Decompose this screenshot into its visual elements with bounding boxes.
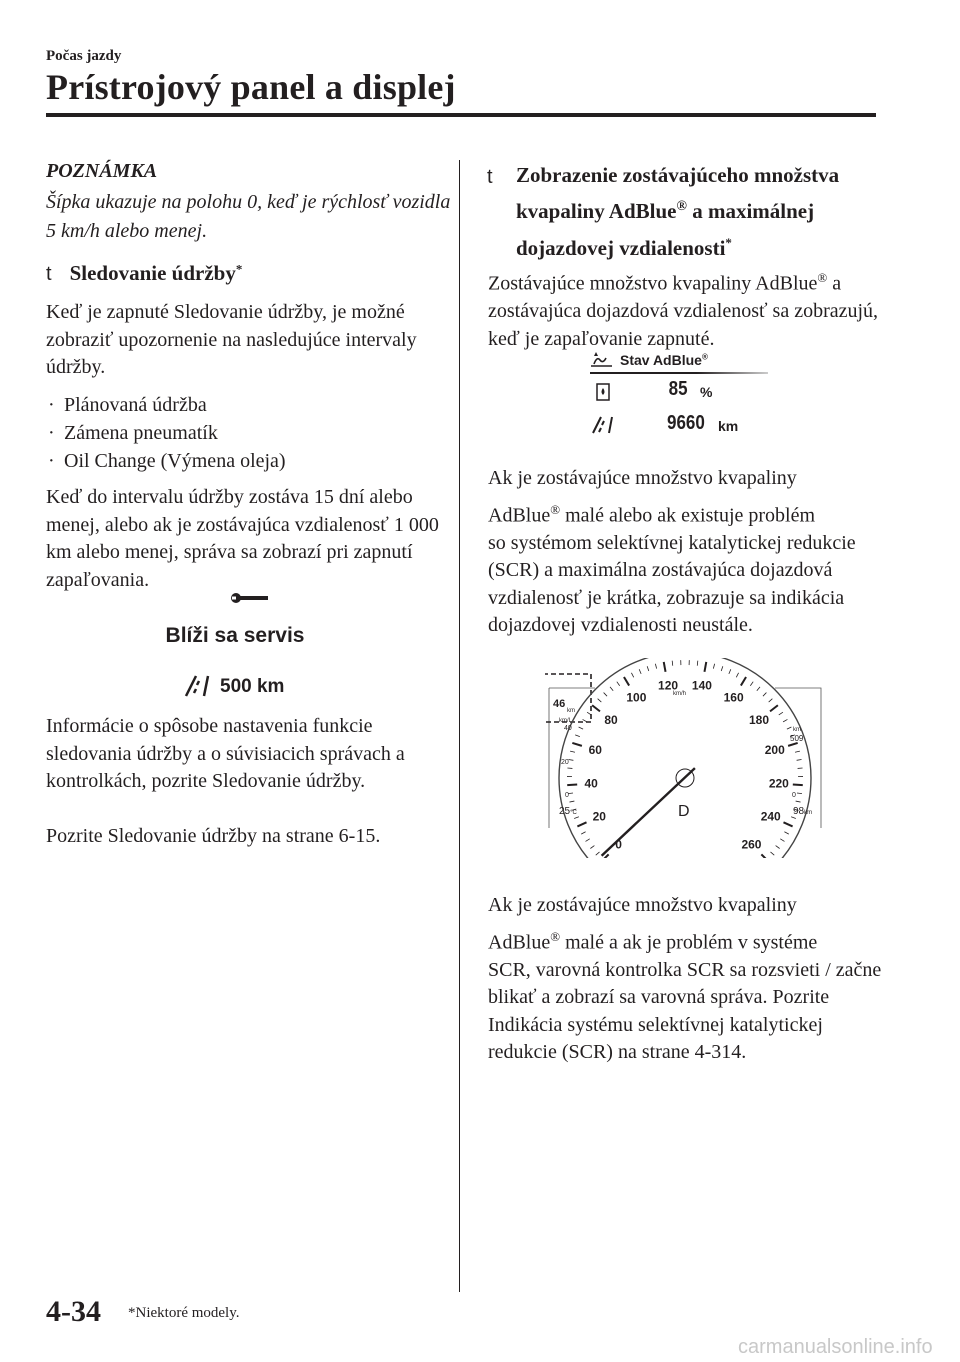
speed-tick-label: 80 xyxy=(604,713,618,728)
trip-value: 46 xyxy=(553,698,566,710)
list-item: · Zámena pneumatík xyxy=(48,422,218,444)
wrench-icon xyxy=(230,590,270,606)
minor-tick xyxy=(598,699,602,702)
minor-tick xyxy=(617,682,620,686)
speed-tick-label: 220 xyxy=(768,776,789,791)
minor-tick xyxy=(770,852,774,855)
adblue-heading: Zobrazenie zostávajúceho množstva kvapaliny AdBlue® a maximálnej dojazdovej vzdialenosti* xyxy=(516,163,840,260)
minor-tick xyxy=(787,727,792,729)
economy-scale-label: 20 xyxy=(561,759,569,766)
minor-tick xyxy=(631,673,633,677)
major-tick xyxy=(783,822,792,826)
minor-tick xyxy=(776,846,780,849)
minor-tick xyxy=(639,669,641,674)
major-tick xyxy=(761,854,768,858)
range-unit: km xyxy=(793,727,801,733)
heading-star: * xyxy=(235,261,243,277)
adblue-icon xyxy=(590,350,614,368)
adblue-warning-text: Ak je zostávajúce množstvo kvapaliny AdBlue® malé alebo ak existuje problém so systémom selektívnej katalytickej redukcie (SCR) a maximálna zostávajúca dojazdová vzdialenosť je krátka, zobrazuje sa indikácia dojazdovej vzdialenosti neustále. xyxy=(488,467,856,637)
major-tick xyxy=(770,705,778,711)
list-item: · Oil Change (Výmena oleja) xyxy=(48,450,286,472)
service-message: Blíži sa servis xyxy=(165,624,305,647)
service-distance: 500 km xyxy=(220,676,285,697)
speed-tick-label: 240 xyxy=(760,809,781,824)
minor-tick xyxy=(587,712,591,715)
economy-scale-label: 0 xyxy=(565,792,569,799)
heading-marker: t xyxy=(46,263,52,285)
minor-tick xyxy=(568,760,573,761)
minor-tick xyxy=(596,852,600,855)
range-value: 509 xyxy=(790,734,804,743)
minor-tick xyxy=(780,839,784,842)
adblue-percent-unit: % xyxy=(700,384,713,400)
note-heading: POZNÁMKA xyxy=(46,160,158,182)
column-divider xyxy=(459,160,460,1292)
minor-tick xyxy=(779,712,783,715)
minor-tick xyxy=(575,735,580,737)
speed-tick-label: 100 xyxy=(626,690,647,705)
speed-tick-label: 200 xyxy=(764,743,785,758)
maintenance-reference: Pozrite Sledovanie údržby na strane 6-15. xyxy=(46,825,381,847)
speedometer-gauge xyxy=(545,658,825,858)
adblue-range-unit: km xyxy=(718,418,739,434)
major-tick xyxy=(567,785,577,786)
adblue-intro: Zostávajúce množstvo kvapaliny AdBlue® a zostávajúca dojazdová vzdialenosť sa zobrazujú, keď je zapaľovanie zapnuté. xyxy=(488,270,879,350)
odometer: 98km xyxy=(793,806,813,817)
minor-tick xyxy=(721,666,723,671)
speed-tick-label: 60 xyxy=(588,743,602,758)
major-tick xyxy=(624,677,629,686)
gear-indicator: D xyxy=(678,803,690,820)
maintenance-heading xyxy=(46,258,456,289)
speed-tick-label: 20 xyxy=(592,809,606,824)
minor-tick xyxy=(729,669,731,674)
watermark: carmanualsonline.info xyxy=(738,1336,933,1358)
minor-tick xyxy=(750,682,753,686)
minor-tick xyxy=(757,687,760,691)
minor-tick xyxy=(783,719,787,721)
interval-list xyxy=(46,391,446,475)
maintenance-condition: Keď do intervalu údržby zostáva 15 dní alebo menej, alebo ak je zostávajúca vzdialenosť 1 000 km alebo menej, správa sa zobrazí pri zapnutí zapaľovania. xyxy=(46,486,439,591)
heading-marker: t xyxy=(487,166,493,188)
speedometer-dial xyxy=(545,658,825,858)
minor-tick xyxy=(672,661,673,666)
major-tick xyxy=(572,743,582,746)
speed-tick-label: 120 xyxy=(658,678,679,693)
minor-tick xyxy=(769,699,773,702)
major-tick xyxy=(592,705,600,711)
scr-warning-text: Ak je zostávajúce množstvo kvapaliny AdBlue® malé a ak je problém v systéme SCR, varovná kontrolka SCR sa rozsvieti / začne blikať a zobrazí sa varovná správa. Pozrite Indikácia systému selektívnej katalytickej redukcie (SCR) na strane 4-314. xyxy=(488,894,882,1064)
fuel-economy-unit: km/L xyxy=(559,718,573,724)
economy-scale-label: 40 xyxy=(564,725,572,732)
speed-tick-label: 140 xyxy=(691,678,712,693)
speed-tick-label: 0 xyxy=(615,837,622,852)
maintenance-info: Informácie o spôsobe nastavenia funkcie sledovania údržby a o súvisiacich správach a kontrolkách, pozrite Sledovanie údržby. xyxy=(46,715,405,792)
road-icon xyxy=(592,416,614,434)
adblue-title: Stav AdBlue® xyxy=(620,352,708,368)
list-item: · Plánovaná údržba xyxy=(48,394,207,416)
minor-tick xyxy=(579,727,584,729)
speed-tick-label: 180 xyxy=(748,713,770,728)
minor-tick xyxy=(763,693,766,697)
minor-tick xyxy=(736,673,738,677)
minor-tick xyxy=(610,687,613,691)
minor-tick xyxy=(797,760,802,761)
major-tick xyxy=(704,662,706,672)
minor-tick xyxy=(796,801,801,802)
minor-tick xyxy=(569,801,574,802)
tank-icon xyxy=(595,380,611,402)
speed-tick-label: 160 xyxy=(723,690,744,705)
minor-tick xyxy=(795,751,800,752)
section-label: Počas jazdy xyxy=(46,48,122,64)
minor-tick xyxy=(586,839,590,842)
highlight-box xyxy=(545,674,591,722)
minor-tick xyxy=(574,817,579,819)
minor-tick xyxy=(581,832,585,834)
adblue-status-display xyxy=(590,350,770,440)
major-tick xyxy=(741,677,746,686)
maintenance-intro: Keď je zapnuté Sledovanie údržby, je možné zobraziť upozornenie na nasledujúce intervaly údržby. xyxy=(46,301,417,378)
minor-tick xyxy=(570,751,575,752)
adblue-divider xyxy=(590,372,768,374)
major-tick xyxy=(793,785,803,786)
range-zero: 0 xyxy=(792,792,796,799)
minor-tick xyxy=(697,661,698,666)
minor-tick xyxy=(604,693,607,697)
minor-tick xyxy=(791,817,796,819)
minor-tick xyxy=(797,793,802,794)
minor-tick xyxy=(583,719,587,721)
title-divider xyxy=(46,113,876,117)
service-display xyxy=(150,590,350,700)
page-title: Prístrojový panel a displej xyxy=(46,67,456,107)
adblue-percent: 85 xyxy=(668,378,688,400)
road-icon xyxy=(184,675,210,697)
trip-unit: km xyxy=(567,708,575,714)
speed-unit: km/h xyxy=(673,691,687,697)
major-tick xyxy=(788,743,798,746)
heading-text: Sledovanie údržby xyxy=(69,261,236,285)
dial-rim xyxy=(559,658,811,858)
minor-tick xyxy=(647,666,649,671)
major-tick xyxy=(577,822,586,826)
minor-tick xyxy=(713,664,714,669)
speed-tick-label: 260 xyxy=(741,837,762,852)
footnote: *Niektoré modely. xyxy=(128,1305,240,1321)
page-number: 4-34 xyxy=(46,1295,101,1328)
minor-tick xyxy=(655,664,656,669)
minor-tick xyxy=(590,846,594,849)
major-tick xyxy=(664,662,666,672)
speed-tick-label: 40 xyxy=(584,776,598,791)
note-text: Šípka ukazuje na polohu 0, keď je rýchlosť vozidla 5 km/h alebo menej. xyxy=(46,191,451,242)
outside-temperature: 25°C xyxy=(559,806,577,817)
minor-tick xyxy=(784,832,788,834)
adblue-range: 9660 xyxy=(667,412,705,434)
